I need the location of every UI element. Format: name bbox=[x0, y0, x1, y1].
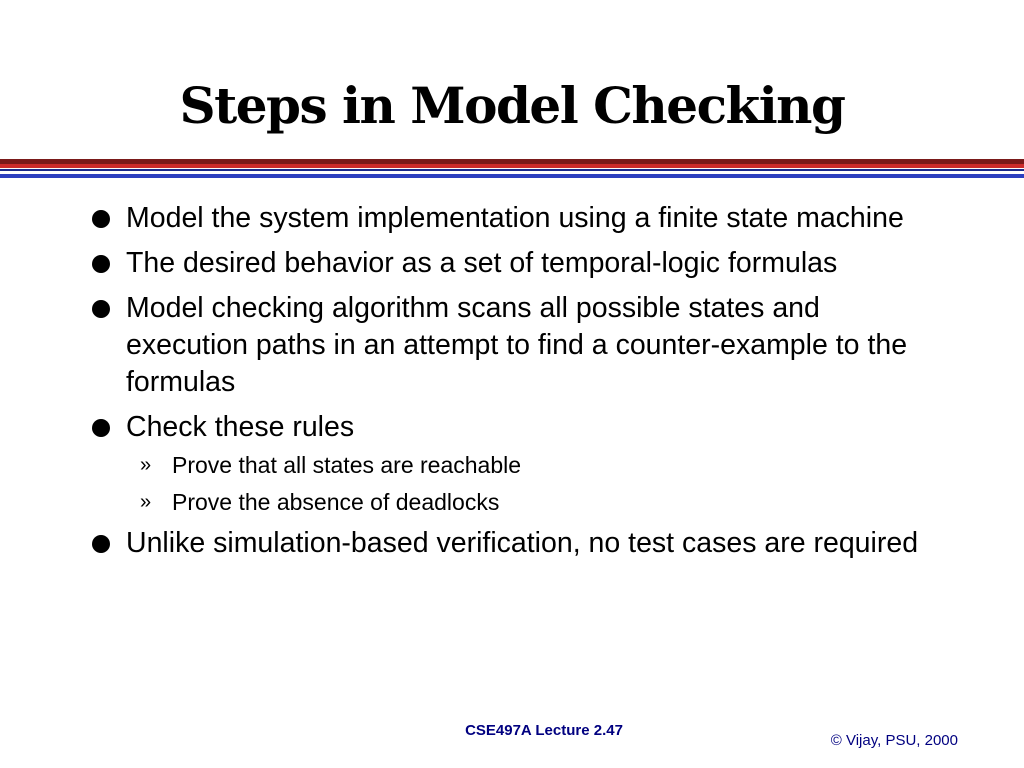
bullet-item-simulation bbox=[88, 525, 988, 562]
bullet-item-model-system bbox=[88, 200, 988, 237]
bullet-item-check-rules bbox=[88, 409, 988, 517]
sub-item-reachable bbox=[126, 450, 988, 480]
bullet-dot-icon bbox=[92, 300, 110, 318]
bullet-dot-icon bbox=[92, 255, 110, 273]
sub-item-text: Prove that all states are reachable bbox=[172, 452, 522, 478]
bullet-text: Model checking algorithm scans all possible states and execution paths in an attempt to find a counter-example to the formulas bbox=[126, 292, 908, 398]
bullet-dot-icon bbox=[92, 210, 110, 228]
title-divider-blue bbox=[0, 174, 1024, 178]
bullet-text: Model the system implementation using a finite state machine bbox=[126, 202, 904, 234]
title-divider-red bbox=[0, 164, 1024, 168]
bullet-text: The desired behavior as a set of temporal-logic formulas bbox=[126, 247, 838, 279]
sub-item-deadlocks bbox=[126, 487, 988, 517]
bullet-item-desired-behavior bbox=[88, 245, 988, 282]
footer-lecture-label: CSE497A Lecture 2.47 bbox=[465, 722, 623, 739]
bullet-text: Check these rules bbox=[126, 411, 355, 443]
slide-body bbox=[88, 200, 988, 570]
title-divider-navy bbox=[0, 169, 1024, 171]
sub-bullet-list bbox=[126, 450, 988, 517]
sub-item-text: Prove the absence of deadlocks bbox=[172, 489, 500, 515]
bullet-list bbox=[88, 200, 988, 562]
guillemet-icon: » bbox=[140, 454, 152, 476]
bullet-text: Unlike simulation-based verification, no test cases are required bbox=[126, 527, 919, 559]
footer-copyright: © Vijay, PSU, 2000 bbox=[830, 732, 958, 749]
guillemet-icon: » bbox=[140, 491, 152, 513]
bullet-dot-icon bbox=[92, 419, 110, 437]
bullet-dot-icon bbox=[92, 535, 110, 553]
slide-title: Steps in Model Checking bbox=[179, 76, 845, 135]
bullet-item-algorithm bbox=[88, 290, 988, 401]
